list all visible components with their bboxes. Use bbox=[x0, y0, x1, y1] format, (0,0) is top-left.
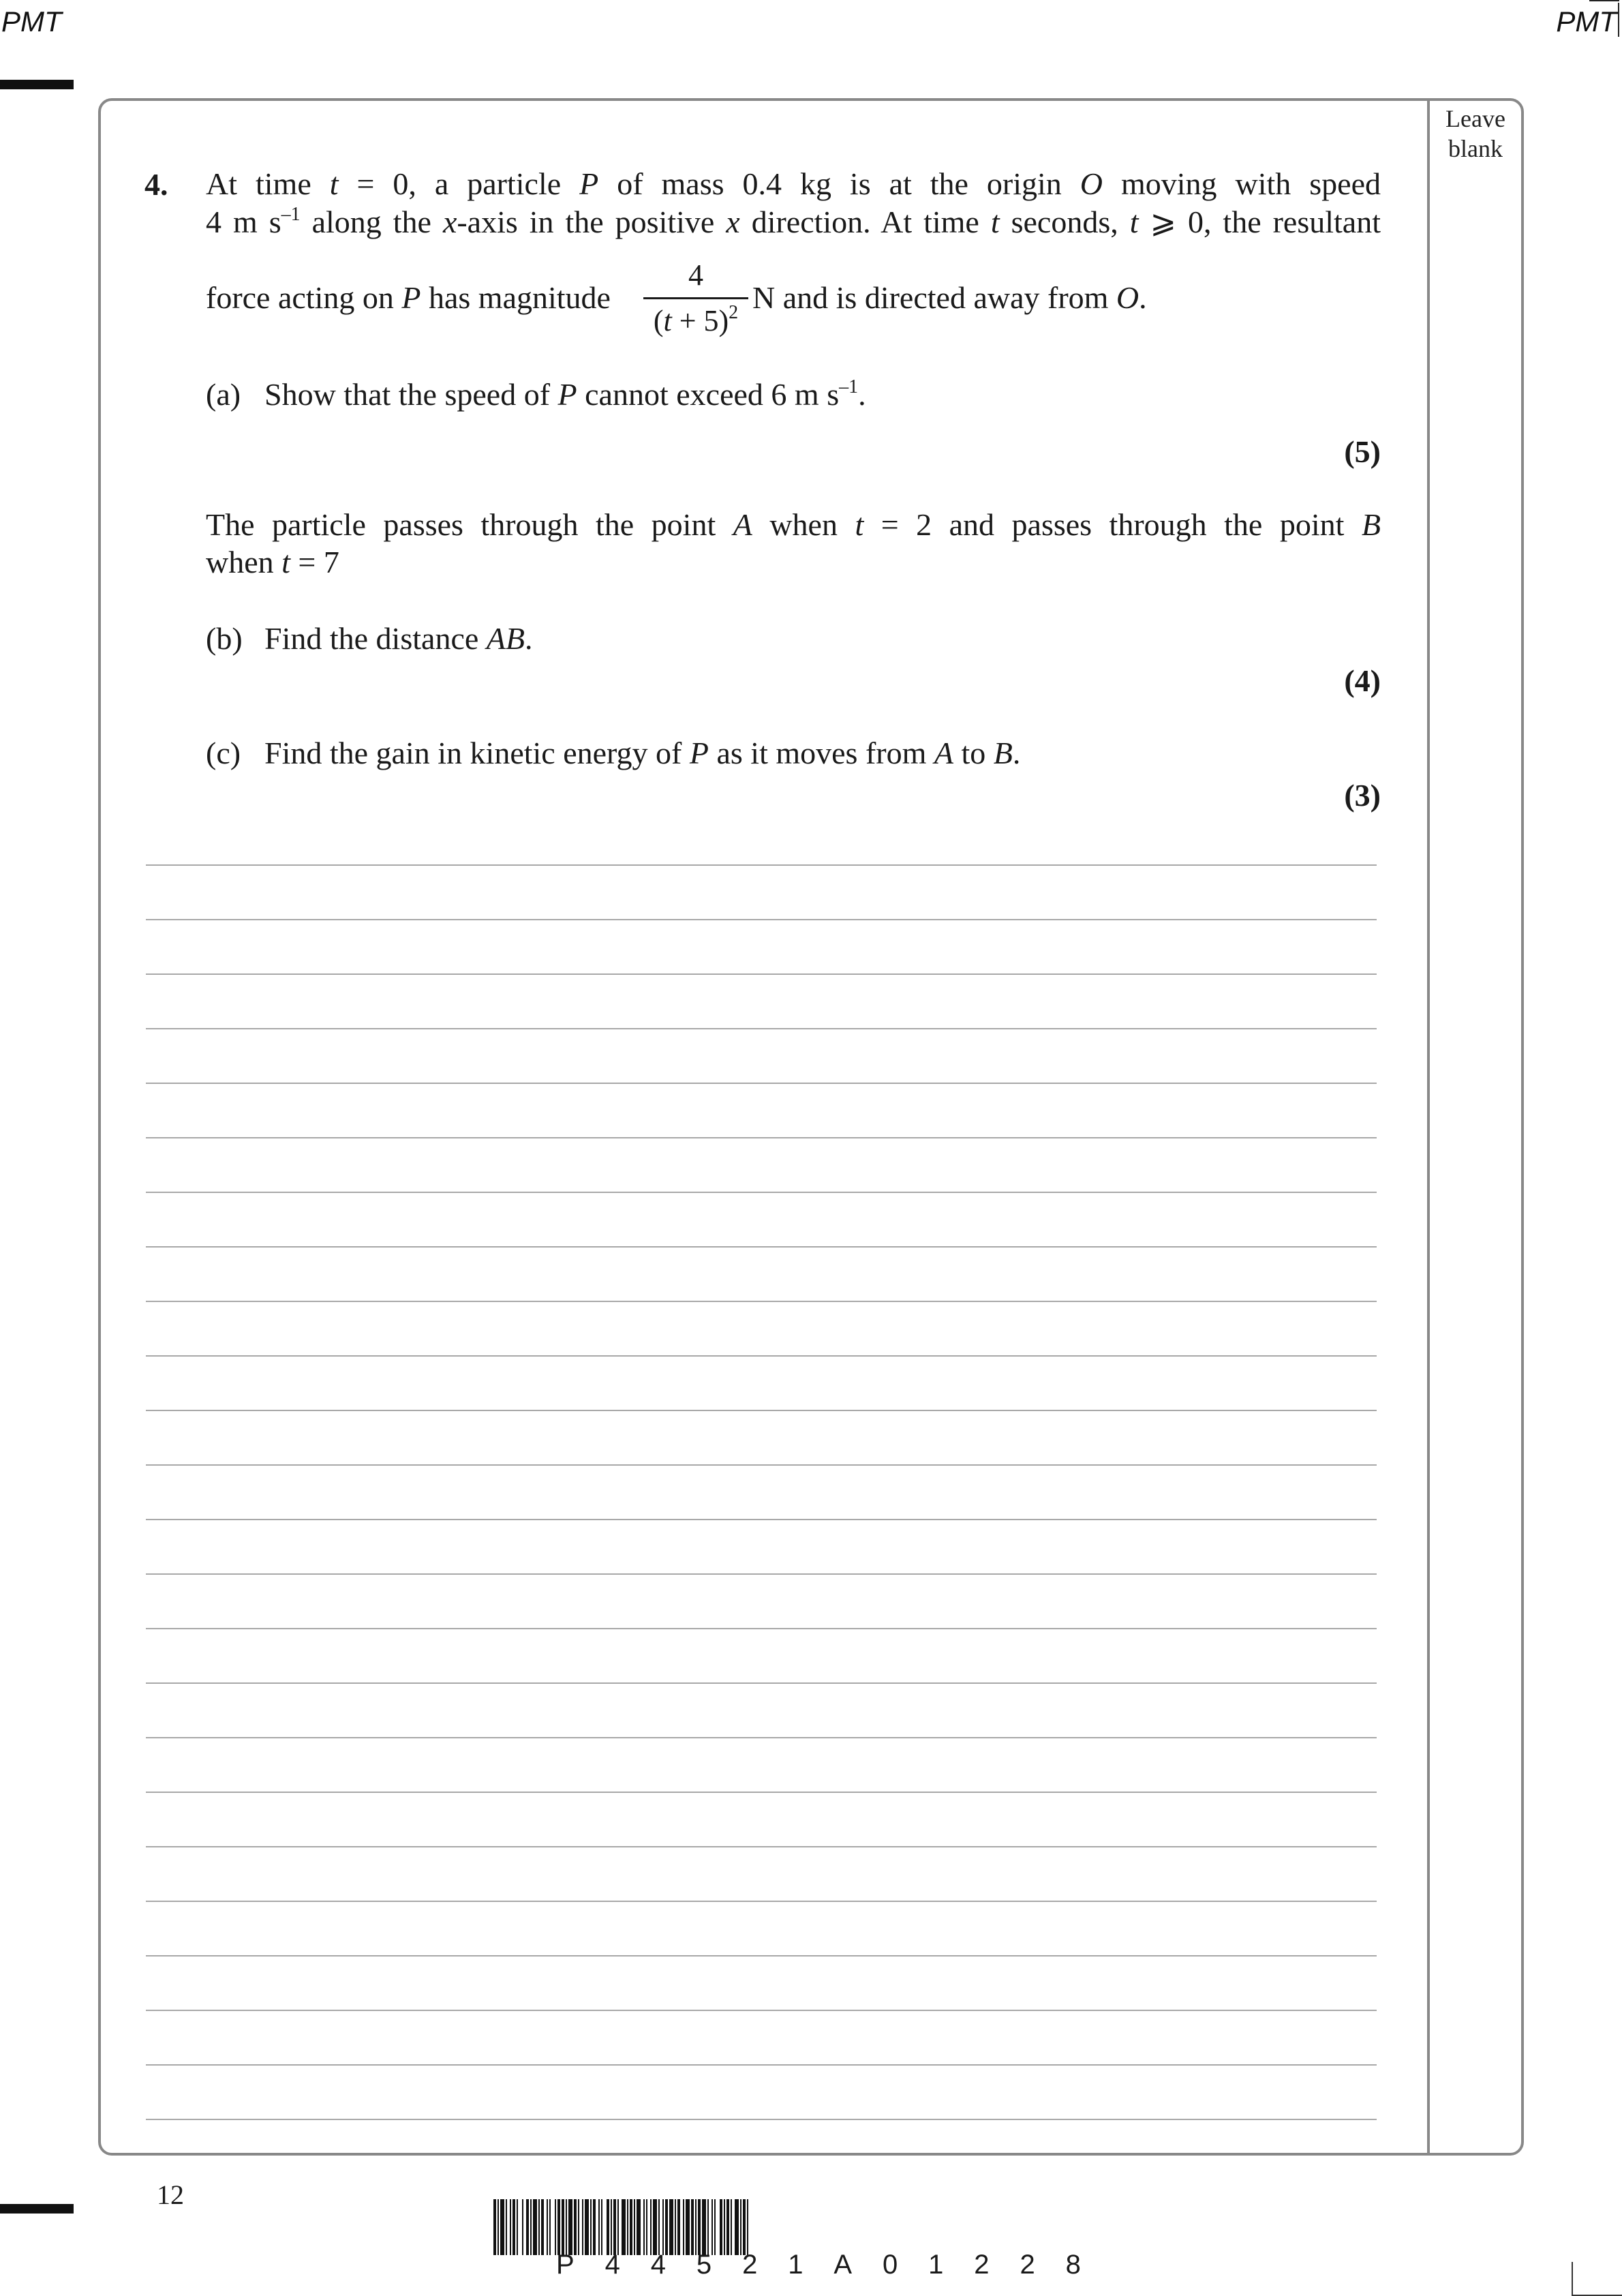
part-b-label: (b) bbox=[206, 621, 243, 656]
answer-line[interactable] bbox=[146, 1137, 1377, 1138]
part-c-label: (c) bbox=[206, 736, 241, 770]
barcode-character: P bbox=[556, 2250, 575, 2280]
registration-mark-top bbox=[0, 80, 74, 89]
leave-blank-word-1: Leave bbox=[1445, 105, 1505, 132]
answer-line[interactable] bbox=[146, 919, 1377, 920]
answer-line[interactable] bbox=[146, 1519, 1377, 1520]
answer-line[interactable] bbox=[146, 1192, 1377, 1193]
barcode-text bbox=[556, 2250, 1081, 2280]
answer-line[interactable] bbox=[146, 1573, 1377, 1575]
fraction-numerator: 4 bbox=[688, 258, 703, 292]
page-number: 12 bbox=[157, 2179, 184, 2210]
part-b-marks: (4) bbox=[1344, 663, 1381, 698]
barcode-space bbox=[748, 2199, 751, 2255]
part-c-marks: (3) bbox=[1344, 778, 1381, 813]
answer-line[interactable] bbox=[146, 1083, 1377, 1084]
middle-line-2: when t = 7 bbox=[206, 545, 339, 579]
part-c-text: Find the gain in kinetic energy of P as it moves from A to B. bbox=[264, 736, 1021, 770]
answer-line[interactable] bbox=[146, 2010, 1377, 2011]
question-number: 4. bbox=[144, 167, 168, 202]
answer-line[interactable] bbox=[146, 1846, 1377, 1847]
corner-rule bbox=[1572, 2262, 1573, 2296]
leave-blank-label bbox=[1437, 104, 1514, 164]
barcode-character: 2 bbox=[1020, 2250, 1035, 2280]
barcode-character: 5 bbox=[696, 2250, 712, 2280]
part-a-label: (a) bbox=[206, 377, 241, 412]
corner-rule bbox=[1618, 3, 1619, 37]
barcode-character: 4 bbox=[650, 2250, 666, 2280]
pmt-watermark-left: PMT bbox=[1, 5, 62, 37]
answer-line[interactable] bbox=[146, 1628, 1377, 1629]
answer-line[interactable] bbox=[146, 1682, 1377, 1684]
answer-line[interactable] bbox=[146, 1301, 1377, 1302]
part-a-marks: (5) bbox=[1344, 434, 1381, 469]
question-intro-line-3: force acting on P has magnitude bbox=[206, 280, 611, 315]
answer-line[interactable] bbox=[146, 1028, 1377, 1029]
barcode-character: 1 bbox=[788, 2250, 804, 2280]
answer-line[interactable] bbox=[146, 1792, 1377, 1793]
answer-line[interactable] bbox=[146, 1901, 1377, 1902]
part-b-text: Find the distance AB. bbox=[264, 621, 533, 656]
answer-line[interactable] bbox=[146, 864, 1377, 866]
leave-blank-divider bbox=[1427, 100, 1430, 2154]
answer-line[interactable] bbox=[146, 1355, 1377, 1357]
answer-line[interactable] bbox=[146, 2119, 1377, 2120]
question-intro-line-2: 4 m $s^{-1}$ along the x-axis in the positive x direction. At time t seconds, t ⩾ 0, the resultant bbox=[206, 204, 1381, 239]
answer-line[interactable] bbox=[146, 2064, 1377, 2066]
barcode-character: 1 bbox=[928, 2250, 944, 2280]
pmt-watermark-right: PMT bbox=[1556, 5, 1617, 37]
fraction-denominator: $(t + 5)^2$ bbox=[653, 302, 739, 337]
force-fraction bbox=[643, 258, 748, 338]
barcode-character: 4 bbox=[605, 2250, 620, 2280]
leave-blank-word-2: blank bbox=[1448, 135, 1503, 162]
answer-line[interactable] bbox=[146, 1410, 1377, 1411]
part-a-text: Show that the speed of P cannot exceed 6 m $s^{-1}$. bbox=[264, 376, 866, 412]
barcode-character: 8 bbox=[1065, 2250, 1081, 2280]
fraction-bar bbox=[643, 297, 748, 299]
question-intro-line-3-end: N and is directed away from O. bbox=[752, 280, 1147, 315]
question-intro-line-1: At time t = 0, a particle P of mass 0.4 kg is at the origin O moving with speed bbox=[206, 166, 1381, 201]
answer-line[interactable] bbox=[146, 1737, 1377, 1738]
answer-line[interactable] bbox=[146, 1464, 1377, 1466]
answer-line[interactable] bbox=[146, 973, 1377, 975]
barcode-character: A bbox=[833, 2250, 853, 2280]
answer-line[interactable] bbox=[146, 1955, 1377, 1957]
barcode bbox=[493, 2199, 751, 2255]
barcode-character: 0 bbox=[882, 2250, 898, 2280]
middle-line-1: The particle passes through the point A when t = 2 and passes through the point B bbox=[206, 507, 1381, 542]
barcode-character: 2 bbox=[742, 2250, 758, 2280]
corner-rule bbox=[1589, 0, 1619, 1]
answer-line[interactable] bbox=[146, 1246, 1377, 1248]
registration-mark-bottom bbox=[0, 2204, 74, 2214]
barcode-character: 2 bbox=[974, 2250, 990, 2280]
